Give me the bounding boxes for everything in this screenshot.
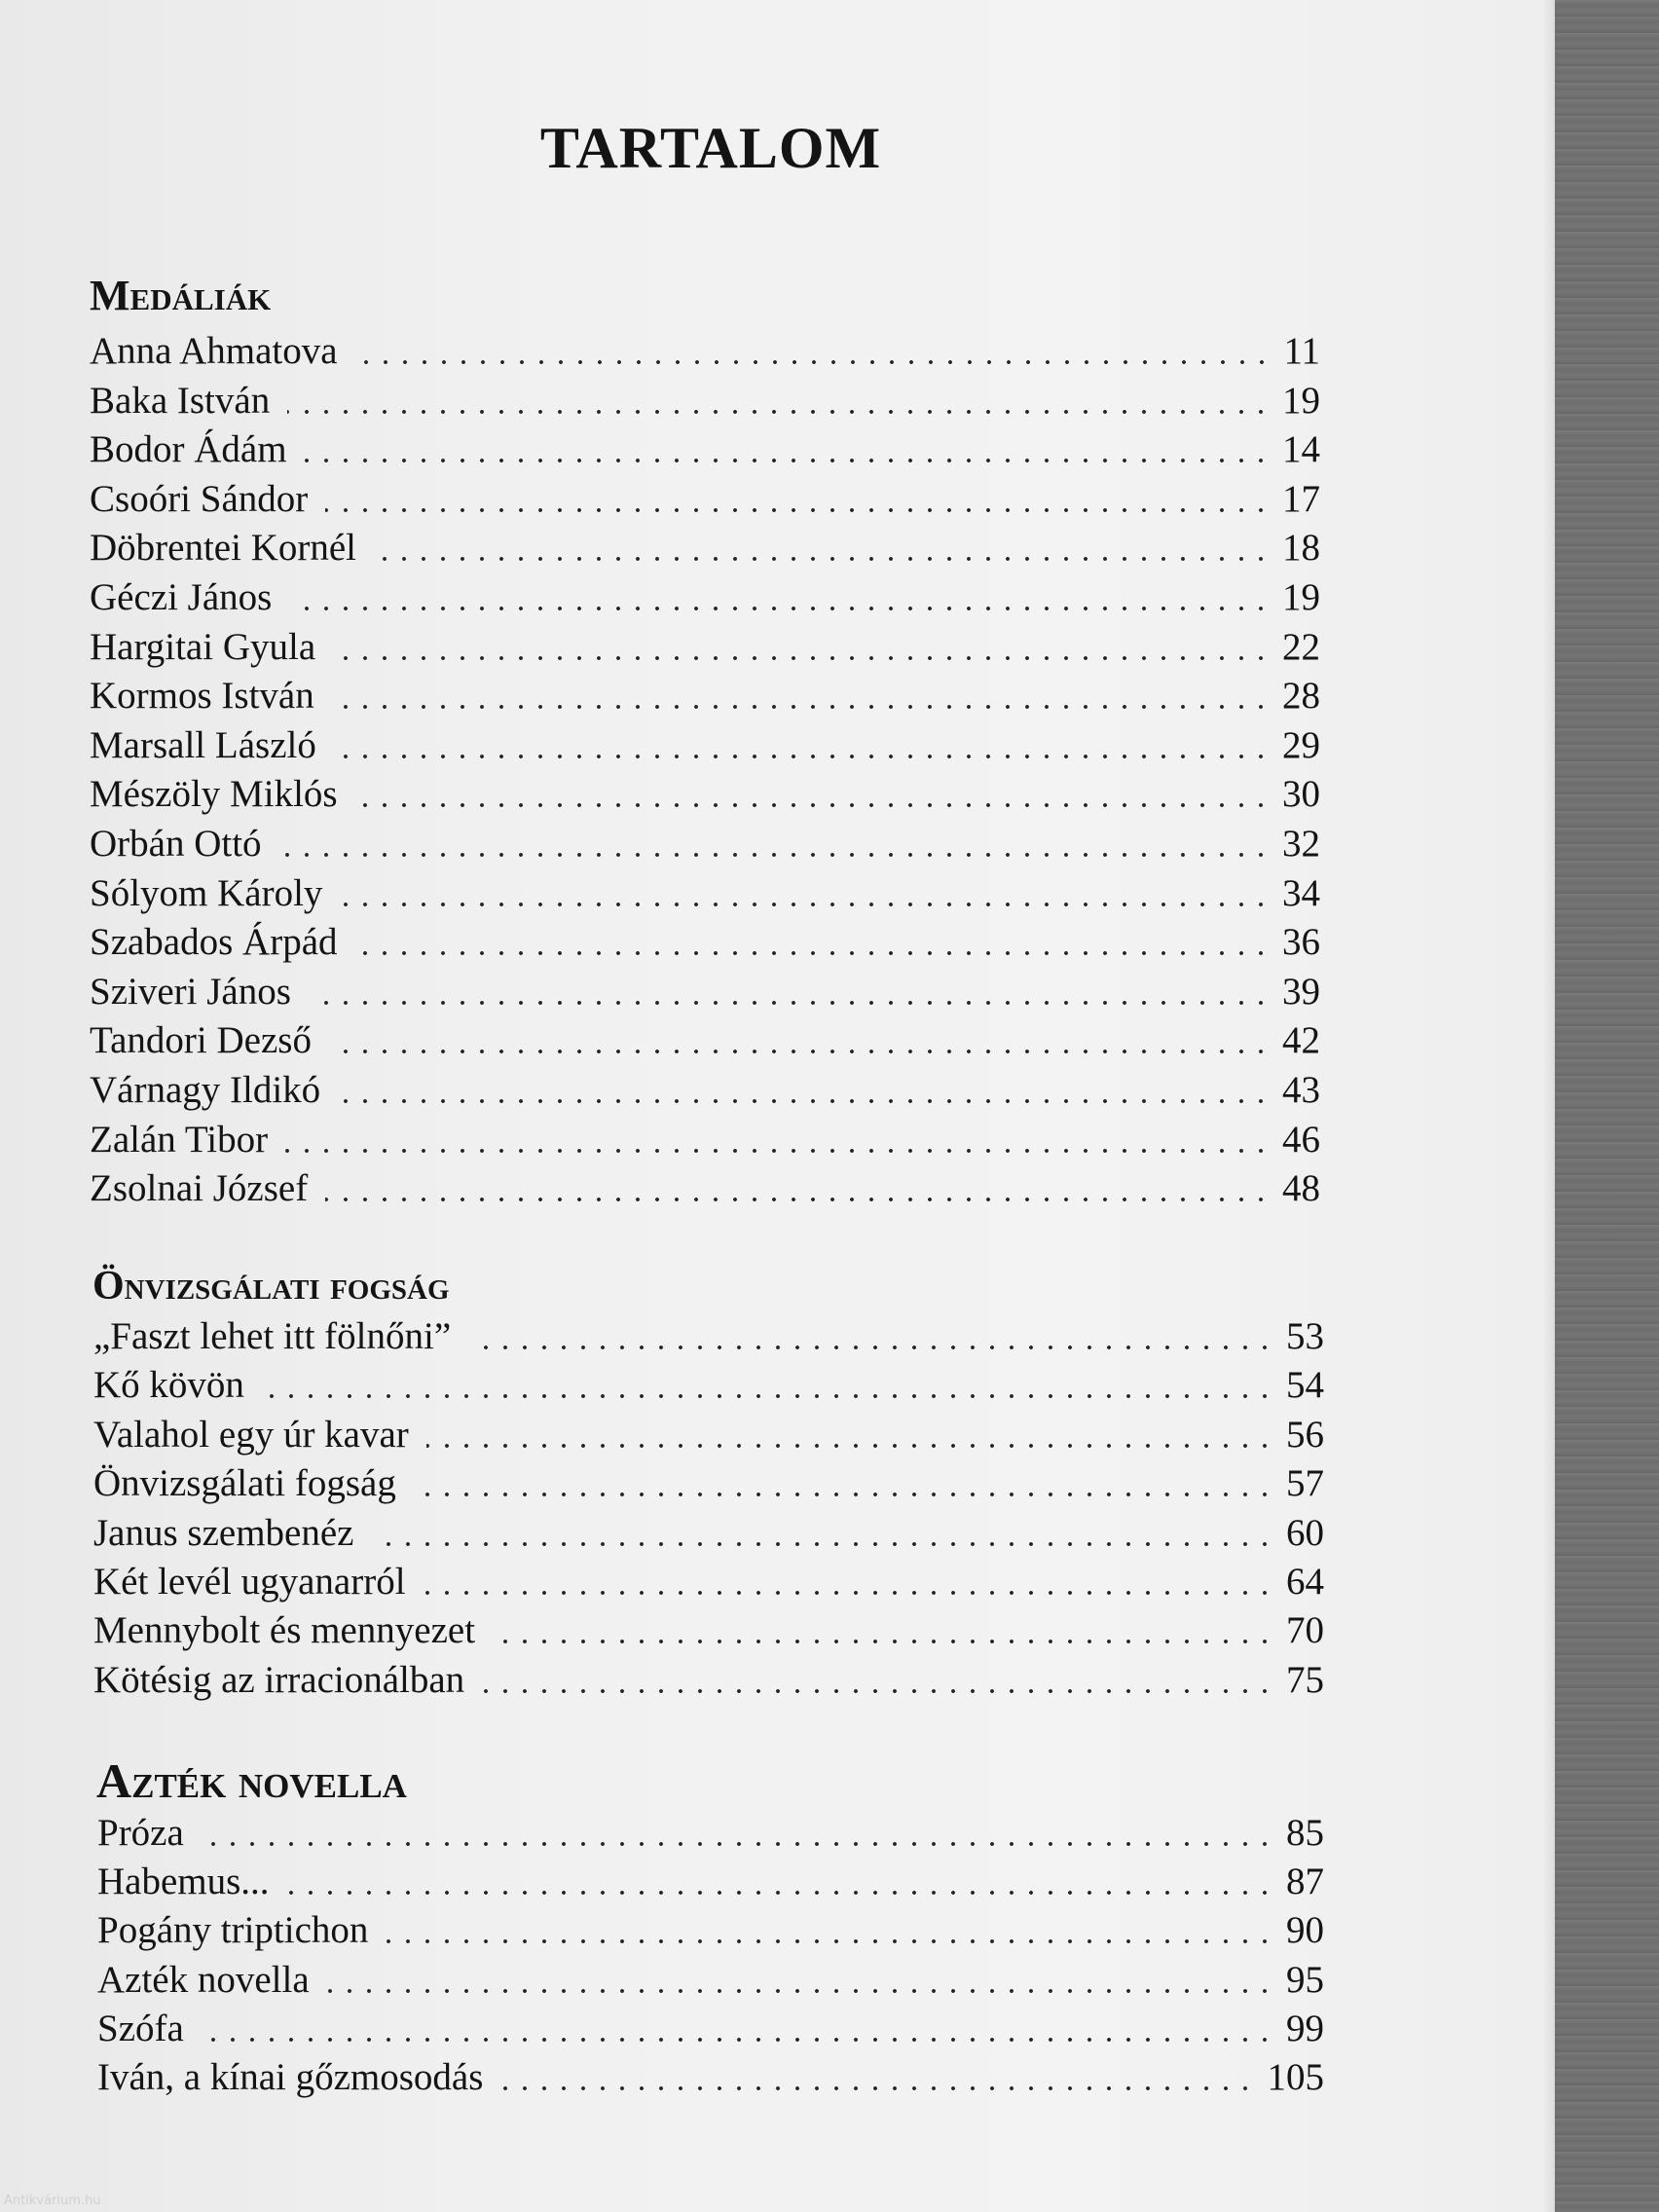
toc-entry bbox=[90, 1066, 1320, 1115]
dot-leader bbox=[482, 1687, 1274, 1695]
dot-leader bbox=[305, 457, 1271, 464]
toc-entry-title: Szabados Árpád bbox=[90, 921, 338, 964]
toc-entry bbox=[93, 1361, 1324, 1410]
dot-leader bbox=[355, 949, 1271, 957]
dot-leader bbox=[329, 1048, 1271, 1055]
toc-entry-title: Zalán Tibor bbox=[90, 1118, 269, 1161]
toc-entry-title: Azték novella bbox=[97, 1958, 310, 2001]
toc-entry-page: 48 bbox=[1282, 1167, 1320, 1210]
toc-entry bbox=[90, 524, 1320, 572]
toc-entry bbox=[93, 1606, 1324, 1655]
toc-entry bbox=[93, 1509, 1324, 1558]
toc-entry-title: Anna Ahmatova bbox=[90, 330, 338, 372]
book-spine bbox=[1555, 0, 1659, 2212]
dot-leader bbox=[287, 1889, 1274, 1897]
dot-leader bbox=[289, 605, 1271, 612]
toc-entry bbox=[90, 1116, 1320, 1164]
toc-entry-title: Orbán Ottó bbox=[90, 823, 262, 865]
dot-leader bbox=[371, 1540, 1274, 1548]
toc-entry bbox=[90, 327, 1320, 376]
toc-entry bbox=[97, 2005, 1324, 2053]
watermark: Antikvárium.hu bbox=[4, 2194, 101, 2208]
toc-entry-page: 105 bbox=[1267, 2056, 1324, 2098]
toc-entry bbox=[90, 1016, 1320, 1065]
dot-leader bbox=[468, 1344, 1274, 1351]
toc-entry-title: Pogány triptichon bbox=[97, 1909, 369, 1952]
toc-entry-page: 22 bbox=[1282, 625, 1320, 668]
dot-leader bbox=[332, 703, 1271, 711]
toc-entry-title: Mennybolt és mennyezet bbox=[93, 1609, 476, 1652]
toc-entry-page: 39 bbox=[1282, 970, 1320, 1013]
toc-entry-title: Valahol egy úr kavar bbox=[93, 1413, 409, 1456]
toc-entry-title: Kormos István bbox=[90, 675, 314, 718]
toc-entry bbox=[90, 721, 1320, 770]
dot-leader bbox=[374, 555, 1271, 563]
toc-entry-title: Baka István bbox=[90, 379, 271, 422]
toc-entry bbox=[97, 1858, 1324, 1906]
toc-entry-page: 36 bbox=[1282, 921, 1320, 964]
toc-entry bbox=[90, 573, 1320, 622]
dot-leader bbox=[309, 999, 1271, 1007]
toc-entry bbox=[90, 425, 1320, 474]
toc-entry-page: 75 bbox=[1286, 1658, 1324, 1701]
toc-entry-title: Marsall László bbox=[90, 723, 316, 766]
toc-entry-page: 18 bbox=[1282, 527, 1320, 570]
toc-entry bbox=[93, 1656, 1324, 1705]
toc-entry-page: 14 bbox=[1282, 428, 1320, 471]
toc-entry-title: Janus szembenéz bbox=[93, 1511, 354, 1554]
toc-entry-page: 28 bbox=[1282, 675, 1320, 718]
toc-entry-title: Bodor Ádám bbox=[90, 428, 287, 471]
toc-entry-page: 90 bbox=[1286, 1909, 1324, 1952]
dot-leader bbox=[414, 1491, 1274, 1498]
toc-entry-page: 54 bbox=[1286, 1364, 1324, 1407]
toc-entry-title: Önvizsgálati fogság bbox=[93, 1462, 396, 1505]
toc-entry-title: Várnagy Ildikó bbox=[90, 1069, 321, 1111]
toc-entry-title: Mészöly Miklós bbox=[90, 773, 338, 816]
toc-entry bbox=[90, 1164, 1320, 1213]
toc-entry-title: Habemus... bbox=[97, 1861, 270, 1903]
toc-entry-page: 11 bbox=[1283, 330, 1320, 372]
toc-entry-title: Szófa bbox=[97, 2007, 184, 2049]
toc-entry bbox=[90, 918, 1320, 967]
toc-entry-page: 57 bbox=[1286, 1462, 1324, 1505]
dot-leader bbox=[424, 1589, 1274, 1597]
toc-entry bbox=[93, 1312, 1324, 1361]
toc-entry bbox=[93, 1558, 1324, 1606]
dot-leader bbox=[279, 851, 1271, 859]
toc-entry-title: Kő kövön bbox=[93, 1364, 244, 1407]
toc-entry-title: Géczi János bbox=[90, 576, 273, 618]
section-title: Önvizsgálati fogság bbox=[92, 1264, 450, 1309]
toc-entry-page: 56 bbox=[1286, 1413, 1324, 1456]
toc-entry bbox=[90, 377, 1320, 425]
dot-leader bbox=[338, 1097, 1271, 1105]
dot-leader bbox=[426, 1442, 1274, 1450]
toc-entry bbox=[97, 1956, 1324, 2005]
toc-entry-page: 95 bbox=[1286, 1958, 1324, 2001]
toc-entry-title: Iván, a kínai gőzmosodás bbox=[97, 2056, 484, 2098]
dot-leader bbox=[285, 1147, 1271, 1155]
toc-entry bbox=[97, 1906, 1324, 1955]
toc-entry-title: Csoóri Sándor bbox=[90, 477, 309, 520]
toc-entry-title: Sziveri János bbox=[90, 970, 291, 1013]
dot-leader bbox=[262, 1392, 1274, 1400]
toc-entry bbox=[90, 869, 1320, 918]
page-title: TARTALOM bbox=[539, 116, 882, 180]
toc-entry-page: 29 bbox=[1282, 723, 1320, 766]
dot-leader bbox=[340, 901, 1271, 908]
section-title: Azték novella bbox=[96, 1753, 407, 1808]
toc-entry-page: 64 bbox=[1286, 1561, 1324, 1603]
toc-entry bbox=[93, 1411, 1324, 1459]
toc-entry-page: 30 bbox=[1282, 773, 1320, 816]
toc-entry-page: 19 bbox=[1282, 379, 1320, 422]
dot-leader bbox=[493, 1638, 1274, 1645]
dot-leader bbox=[202, 2036, 1274, 2044]
dot-leader bbox=[386, 1937, 1274, 1945]
toc-entry-title: Sólyom Károly bbox=[90, 871, 323, 914]
toc-entry-page: 87 bbox=[1286, 1861, 1324, 1903]
dot-leader bbox=[327, 1987, 1274, 1995]
page-edge-shadow bbox=[1542, 0, 1555, 2212]
dot-leader bbox=[325, 1196, 1271, 1203]
dot-leader bbox=[355, 801, 1271, 809]
toc-entry-title: Döbrentei Kornél bbox=[90, 527, 356, 570]
toc-entry bbox=[97, 1809, 1324, 1858]
dot-leader bbox=[202, 1840, 1274, 1848]
toc-entry-title: Próza bbox=[97, 1812, 184, 1854]
toc-entry bbox=[90, 820, 1320, 868]
toc-entry-title: Hargitai Gyula bbox=[90, 625, 316, 668]
toc-entry-page: 60 bbox=[1286, 1511, 1324, 1554]
toc-entry-page: 53 bbox=[1286, 1315, 1324, 1357]
toc-entry bbox=[90, 475, 1320, 524]
toc-entry-title: Kötésig az irracionálban bbox=[93, 1658, 465, 1701]
toc-entry bbox=[90, 968, 1320, 1016]
toc-entry-page: 99 bbox=[1286, 2007, 1324, 2049]
toc-entry-title: „Faszt lehet itt fölnőni” bbox=[93, 1315, 452, 1357]
dot-leader bbox=[355, 358, 1272, 366]
toc-entry bbox=[97, 2053, 1324, 2102]
toc-entry bbox=[90, 623, 1320, 672]
toc-entry-page: 34 bbox=[1282, 871, 1320, 914]
toc-entry-page: 70 bbox=[1286, 1609, 1324, 1652]
toc-entry-page: 46 bbox=[1282, 1118, 1320, 1161]
section-title: Medáliák bbox=[90, 272, 272, 319]
dot-leader bbox=[500, 2084, 1255, 2092]
toc-entry bbox=[90, 672, 1320, 720]
toc-entry-title: Zsolnai József bbox=[90, 1167, 309, 1210]
toc-entry-page: 42 bbox=[1282, 1019, 1320, 1062]
toc-entry bbox=[93, 1459, 1324, 1508]
toc-entry bbox=[90, 770, 1320, 819]
toc-entry-page: 19 bbox=[1282, 576, 1320, 618]
dot-leader bbox=[287, 408, 1271, 416]
toc-entry-page: 17 bbox=[1282, 477, 1320, 520]
dot-leader bbox=[325, 506, 1271, 514]
dot-leader bbox=[334, 753, 1271, 760]
toc-entry-title: Két levél ugyanarról bbox=[93, 1561, 406, 1603]
toc-entry-page: 85 bbox=[1286, 1812, 1324, 1854]
toc-entry-title: Tandori Dezső bbox=[90, 1019, 312, 1062]
toc-entry-page: 32 bbox=[1282, 823, 1320, 865]
dot-leader bbox=[333, 654, 1271, 662]
toc-entry-page: 43 bbox=[1282, 1069, 1320, 1111]
